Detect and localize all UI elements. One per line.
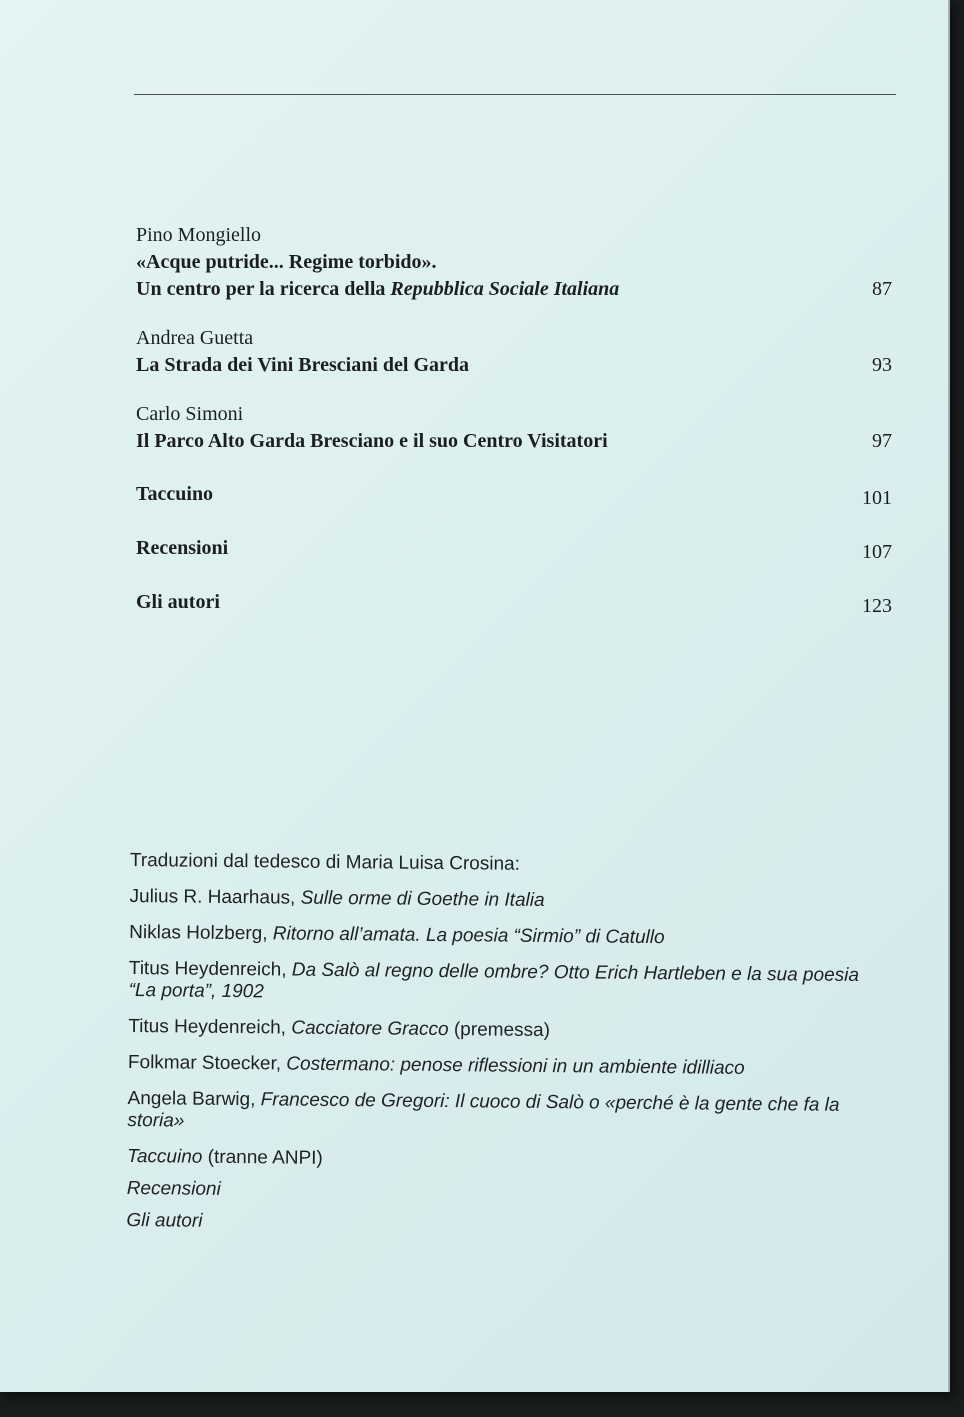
entry-title-line2 — [136, 276, 892, 303]
toc-entry-simoni — [136, 401, 892, 455]
entry-page-number: 93 — [872, 354, 892, 376]
translation-work: Recensioni — [126, 1177, 221, 1200]
translation-work: Sulle orme di Goethe in Italia — [300, 887, 545, 911]
translation-item — [127, 1088, 887, 1139]
table-of-contents — [136, 222, 892, 643]
translation-item — [127, 1178, 887, 1207]
section-title: Recensioni — [136, 537, 229, 559]
translation-note: (premessa) — [448, 1019, 551, 1042]
entry-author: Carlo Simoni — [136, 403, 244, 425]
translation-work: Ritorno all’amata. La poesia “Sirmio” di Catullo — [272, 923, 665, 949]
translations-heading: Traduzioni dal tedesco di Maria Luisa Crosina: — [129, 850, 521, 875]
translation-work: Taccuino — [126, 1145, 203, 1168]
entry-title-italic: Repubblica Sociale Italiana — [390, 278, 620, 300]
translation-work: Francesco de Gregori: Il cuoco di Salò o «perché è la gente che fa la storia» — [127, 1089, 840, 1132]
translation-note: (tranne ANPI) — [202, 1146, 323, 1169]
section-title: Taccuino — [136, 483, 214, 505]
translation-item — [128, 1016, 888, 1045]
top-rule — [134, 94, 896, 95]
section-page-number: 101 — [862, 487, 892, 509]
section-page-number: 107 — [862, 541, 892, 563]
translation-work: Costermano: penose riflessioni in un ambiente idilliaco — [286, 1053, 745, 1079]
section-title: Gli autori — [136, 591, 220, 613]
translation-work: Gli autori — [126, 1209, 203, 1232]
translation-author: Niklas Holzberg, — [129, 921, 273, 945]
entry-title-line1: «Acque putride... Regime torbido». — [136, 251, 437, 273]
translation-item — [127, 1146, 887, 1175]
translation-item — [126, 1210, 886, 1239]
translation-item — [129, 886, 889, 915]
translation-work: Cacciatore Gracco — [291, 1017, 449, 1041]
toc-section-taccuino — [136, 481, 892, 508]
entry-author: Pino Mongiello — [136, 224, 262, 246]
translation-author: Titus Heydenreich, — [128, 1015, 292, 1039]
entry-author: Andrea Guetta — [136, 327, 254, 349]
entry-page-number: 97 — [872, 430, 892, 452]
entry-title: Il Parco Alto Garda Bresciano e il suo Centro Visitatori — [136, 430, 608, 452]
entry-title-prefix: Un centro per la ricerca della — [136, 278, 391, 300]
translation-work: Da Salò al regno delle ombre? Otto Erich Hartleben e la sua poesia “La porta”, 1902 — [128, 959, 860, 1003]
translation-author: Angela Barwig, — [127, 1087, 261, 1111]
translation-item — [129, 958, 889, 1009]
translations-block — [126, 850, 890, 1249]
translation-item — [128, 1052, 888, 1081]
toc-section-autori — [136, 589, 892, 616]
entry-title: La Strada dei Vini Bresciani del Garda — [136, 354, 469, 376]
translation-author: Titus Heydenreich, — [128, 957, 292, 981]
toc-section-recensioni — [136, 535, 892, 562]
toc-entry-guetta — [136, 325, 892, 379]
translation-item — [129, 922, 889, 951]
toc-entry-mongiello — [136, 222, 892, 303]
translation-author: Folkmar Stoecker, — [127, 1051, 287, 1075]
translation-author: Julius R. Haarhaus, — [129, 885, 301, 909]
section-page-number: 123 — [862, 595, 892, 617]
entry-page-number: 87 — [872, 278, 892, 300]
